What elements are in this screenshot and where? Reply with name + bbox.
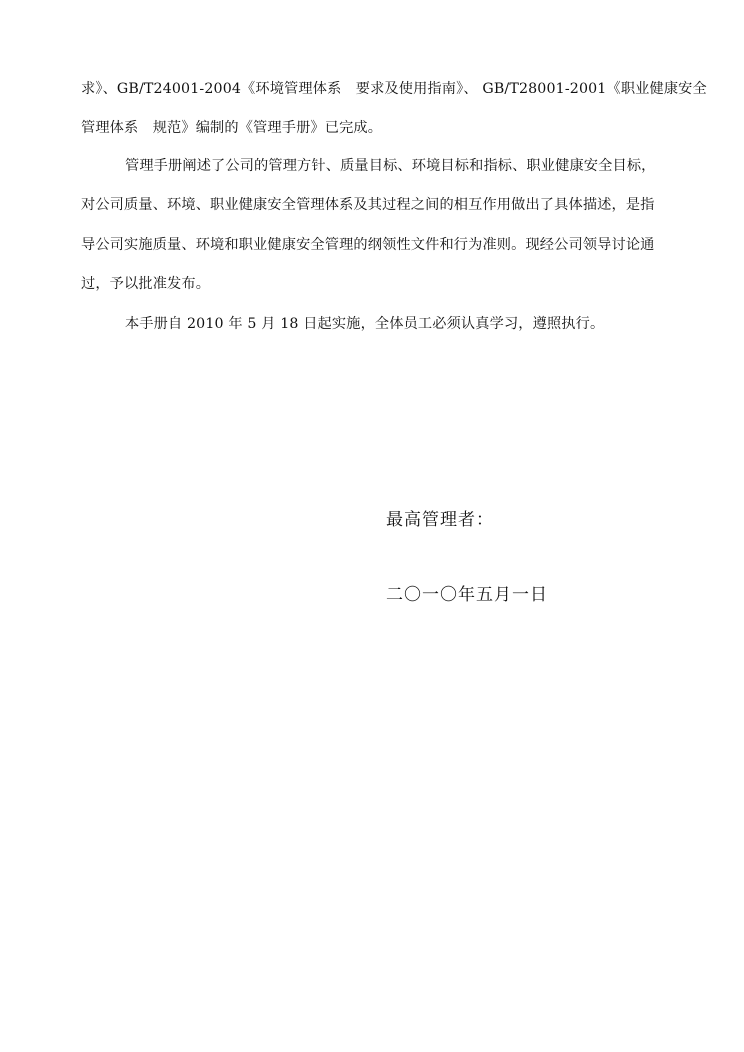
paragraph-1-line-1: 求》、GB/T24001-2004《环境管理体系 要求及使用指南》、 GB/T28001-2001《职业健康安全 [81,81,707,97]
paragraph-2-line-1: 管理手册阐述了公司的管理方针、质量目标、环境目标和指标、职业健康安全目标， [125,158,656,174]
paragraph-2-line-4: 过，予以批准发布。 [81,276,211,292]
paragraph-2-line-3: 导公司实施质量、环境和职业健康安全管理的纲领性文件和行为准则。现经公司领导讨论通 [81,237,655,253]
paragraph-2-line-2: 对公司质量、环境、职业健康安全管理体系及其过程之间的相互作用做出了具体描述，是指 [81,197,655,213]
signature-date: 二〇一〇年五月一日 [386,585,548,605]
paragraph-3-line-1: 本手册自 2010 年 5 月 18 日起实施，全体员工必须认真学习，遵照执行。 [125,316,605,332]
paragraph-1-line-2: 管理体系 规范》编制的《管理手册》已完成。 [81,120,383,136]
signatory-title: 最高管理者： [386,510,494,530]
